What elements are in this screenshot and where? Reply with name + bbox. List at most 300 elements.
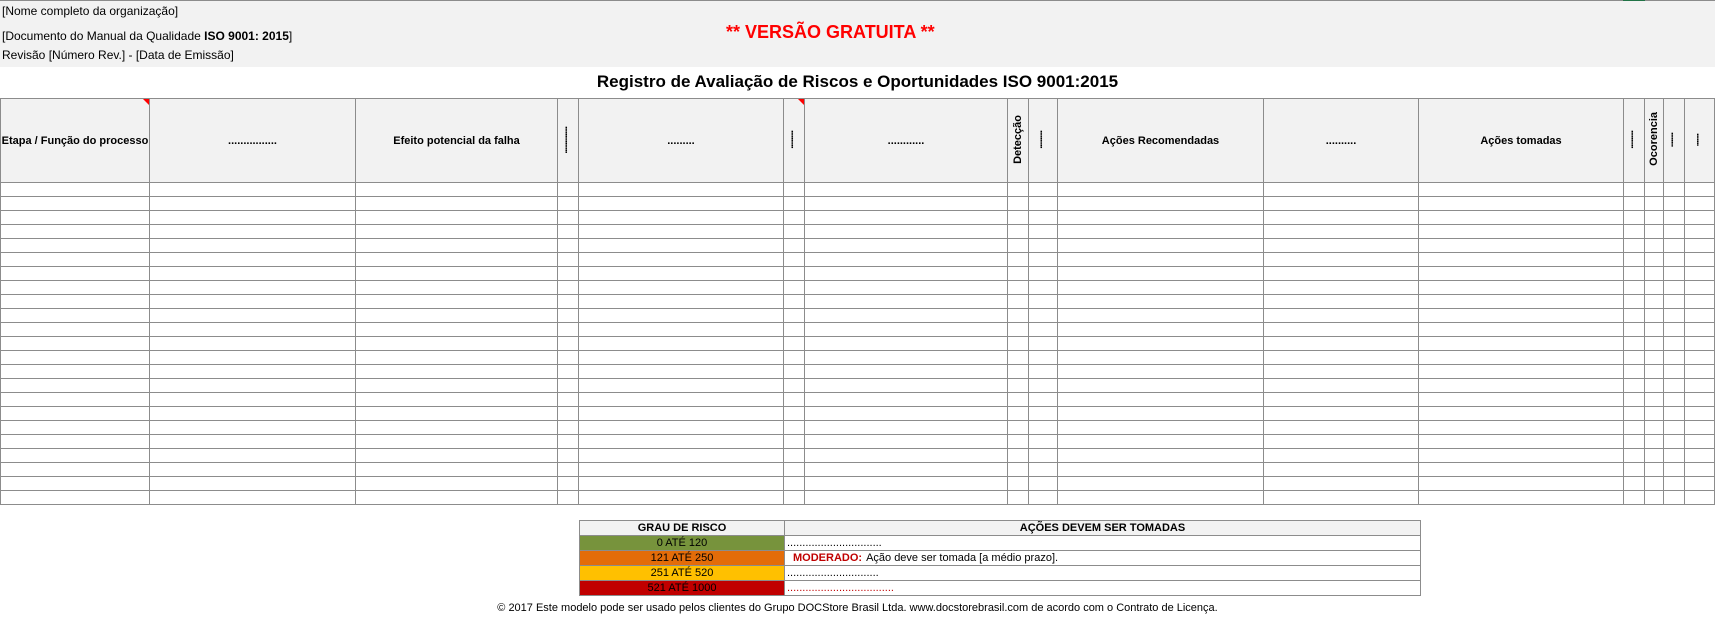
table-cell[interactable] [1008,211,1029,225]
table-cell[interactable] [558,239,579,253]
table-cell[interactable] [1029,449,1058,463]
table-cell[interactable] [1419,267,1624,281]
table-cell[interactable] [1624,337,1645,351]
table-cell[interactable] [150,407,356,421]
table-cell[interactable] [1,379,150,393]
table-cell[interactable] [579,379,784,393]
table-cell[interactable] [1058,197,1264,211]
table-cell[interactable] [1029,239,1058,253]
table-cell[interactable] [356,225,558,239]
table-cell[interactable] [356,211,558,225]
table-cell[interactable] [150,365,356,379]
table-cell[interactable] [1645,309,1664,323]
comment-indicator-icon[interactable] [143,99,149,105]
table-cell[interactable] [784,435,805,449]
table-cell[interactable] [150,197,356,211]
table-cell[interactable] [150,351,356,365]
table-cell[interactable] [1624,407,1645,421]
column-header-9[interactable] [1058,99,1264,183]
table-cell[interactable] [1685,491,1715,505]
table-cell[interactable] [1008,477,1029,491]
table-cell[interactable] [579,239,784,253]
table-cell[interactable] [784,421,805,435]
table-cell[interactable] [150,183,356,197]
table-cell[interactable] [579,491,784,505]
table-cell[interactable] [784,295,805,309]
table-cell[interactable] [1264,449,1419,463]
column-header-6[interactable] [805,99,1008,183]
risk-action-cell[interactable] [785,536,1421,551]
table-cell[interactable] [1029,183,1058,197]
table-cell[interactable] [1419,281,1624,295]
table-cell[interactable] [1008,183,1029,197]
table-cell[interactable] [1664,183,1685,197]
table-cell[interactable] [1008,267,1029,281]
table-cell[interactable] [356,295,558,309]
table-cell[interactable] [1685,295,1715,309]
table-cell[interactable] [1664,435,1685,449]
table-cell[interactable] [805,365,1008,379]
table-cell[interactable] [558,323,579,337]
table-cell[interactable] [558,337,579,351]
table-cell[interactable] [1645,379,1664,393]
table-cell[interactable] [805,309,1008,323]
table-cell[interactable] [558,267,579,281]
table-cell[interactable] [805,295,1008,309]
table-cell[interactable] [558,393,579,407]
table-cell[interactable] [1029,211,1058,225]
table-cell[interactable] [1685,309,1715,323]
table-cell[interactable] [784,379,805,393]
table-cell[interactable] [1645,407,1664,421]
doc-reference[interactable] [2,29,292,43]
table-cell[interactable] [558,365,579,379]
table-cell[interactable] [1685,365,1715,379]
table-cell[interactable] [1624,463,1645,477]
table-cell[interactable] [356,379,558,393]
table-cell[interactable] [1008,239,1029,253]
table-cell[interactable] [1664,211,1685,225]
table-cell[interactable] [1,365,150,379]
table-cell[interactable] [1,393,150,407]
table-cell[interactable] [1685,351,1715,365]
table-cell[interactable] [1008,225,1029,239]
table-cell[interactable] [1029,295,1058,309]
table-cell[interactable] [150,491,356,505]
risk-grade-cell[interactable]: 121 ATÉ 250 [580,551,785,566]
table-cell[interactable] [579,407,784,421]
table-cell[interactable] [558,225,579,239]
table-cell[interactable] [1029,491,1058,505]
table-cell[interactable] [1008,197,1029,211]
risk-action-cell[interactable] [785,581,1421,596]
table-cell[interactable] [356,491,558,505]
table-cell[interactable] [784,365,805,379]
table-cell[interactable] [150,267,356,281]
table-cell[interactable] [579,351,784,365]
table-cell[interactable] [356,435,558,449]
table-cell[interactable] [1664,421,1685,435]
table-cell[interactable] [1264,351,1419,365]
table-cell[interactable] [150,323,356,337]
table-cell[interactable] [356,463,558,477]
table-cell[interactable] [1664,337,1685,351]
table-cell[interactable] [1419,491,1624,505]
table-cell[interactable] [805,183,1008,197]
table-cell[interactable] [784,323,805,337]
table-cell[interactable] [558,351,579,365]
table-cell[interactable] [805,197,1008,211]
table-cell[interactable] [1624,253,1645,267]
table-cell[interactable] [1624,393,1645,407]
table-cell[interactable] [1645,211,1664,225]
table-cell[interactable] [579,393,784,407]
table-cell[interactable] [1008,435,1029,449]
table-cell[interactable] [1664,197,1685,211]
table-cell[interactable] [1664,323,1685,337]
table-cell[interactable] [1264,435,1419,449]
table-cell[interactable] [1264,393,1419,407]
table-cell[interactable] [1664,225,1685,239]
column-header-13[interactable] [1645,99,1664,183]
table-cell[interactable] [1645,239,1664,253]
table-cell[interactable] [1264,295,1419,309]
column-header-10[interactable] [1264,99,1419,183]
table-cell[interactable] [356,351,558,365]
table-cell[interactable] [1264,197,1419,211]
table-cell[interactable] [150,239,356,253]
table-cell[interactable] [150,449,356,463]
table-cell[interactable] [1264,365,1419,379]
table-cell[interactable] [1685,463,1715,477]
table-cell[interactable] [1058,393,1264,407]
table-cell[interactable] [1029,309,1058,323]
table-cell[interactable] [150,225,356,239]
risk-action-cell[interactable] [785,566,1421,581]
table-cell[interactable] [1008,281,1029,295]
table-cell[interactable] [1645,435,1664,449]
table-cell[interactable] [1008,365,1029,379]
table-cell[interactable] [1,491,150,505]
table-cell[interactable] [1008,295,1029,309]
column-header-3[interactable] [558,99,579,183]
table-cell[interactable] [1645,295,1664,309]
table-cell[interactable] [150,253,356,267]
table-cell[interactable] [1419,449,1624,463]
table-cell[interactable] [1645,337,1664,351]
table-cell[interactable] [579,281,784,295]
table-cell[interactable] [356,197,558,211]
table-cell[interactable] [579,211,784,225]
table-cell[interactable] [579,253,784,267]
table-cell[interactable] [579,183,784,197]
table-cell[interactable] [1264,211,1419,225]
table-cell[interactable] [805,449,1008,463]
table-cell[interactable] [1058,183,1264,197]
table-cell[interactable] [558,421,579,435]
table-cell[interactable] [805,225,1008,239]
table-cell[interactable] [784,253,805,267]
table-cell[interactable] [805,477,1008,491]
table-cell[interactable] [1008,379,1029,393]
table-cell[interactable] [150,393,356,407]
table-cell[interactable] [1008,323,1029,337]
table-cell[interactable] [356,449,558,463]
table-cell[interactable] [150,211,356,225]
table-cell[interactable] [1008,253,1029,267]
table-cell[interactable] [1058,491,1264,505]
table-cell[interactable] [579,421,784,435]
table-cell[interactable] [1685,197,1715,211]
table-cell[interactable] [356,365,558,379]
table-cell[interactable] [784,211,805,225]
table-cell[interactable] [1664,407,1685,421]
table-cell[interactable] [1,421,150,435]
table-cell[interactable] [558,295,579,309]
table-cell[interactable] [558,463,579,477]
table-cell[interactable] [1419,477,1624,491]
table-cell[interactable] [784,239,805,253]
table-cell[interactable] [1624,435,1645,449]
table-cell[interactable] [356,477,558,491]
table-cell[interactable] [1029,267,1058,281]
table-cell[interactable] [805,253,1008,267]
table-cell[interactable] [1664,477,1685,491]
table-cell[interactable] [579,477,784,491]
table-cell[interactable] [150,379,356,393]
column-header-4[interactable] [579,99,784,183]
table-cell[interactable] [579,337,784,351]
table-cell[interactable] [1029,197,1058,211]
table-cell[interactable] [1008,351,1029,365]
table-cell[interactable] [1664,491,1685,505]
table-cell[interactable] [1624,421,1645,435]
table-cell[interactable] [1419,351,1624,365]
table-cell[interactable] [1008,463,1029,477]
table-cell[interactable] [1058,239,1264,253]
table-cell[interactable] [1624,351,1645,365]
table-cell[interactable] [1,323,150,337]
table-cell[interactable] [1419,225,1624,239]
table-cell[interactable] [1264,183,1419,197]
table-cell[interactable] [1624,197,1645,211]
table-cell[interactable] [1645,449,1664,463]
table-cell[interactable] [1664,295,1685,309]
table-cell[interactable] [579,197,784,211]
table-cell[interactable] [784,267,805,281]
table-cell[interactable] [1029,281,1058,295]
table-cell[interactable] [1029,253,1058,267]
table-cell[interactable] [1645,351,1664,365]
table-cell[interactable] [579,323,784,337]
table-cell[interactable] [805,491,1008,505]
table-cell[interactable] [150,309,356,323]
table-cell[interactable] [1664,281,1685,295]
table-cell[interactable] [1058,477,1264,491]
table-cell[interactable] [1645,225,1664,239]
table-cell[interactable] [1,225,150,239]
table-cell[interactable] [150,281,356,295]
table-cell[interactable] [1029,351,1058,365]
table-cell[interactable] [579,267,784,281]
table-cell[interactable] [784,463,805,477]
table-cell[interactable] [1624,477,1645,491]
table-cell[interactable] [150,463,356,477]
table-cell[interactable] [784,197,805,211]
table-cell[interactable] [150,337,356,351]
table-cell[interactable] [1058,225,1264,239]
table-cell[interactable] [1645,421,1664,435]
risk-action-cell[interactable] [785,551,1421,566]
table-cell[interactable] [1029,435,1058,449]
table-cell[interactable] [1664,463,1685,477]
table-cell[interactable] [1664,379,1685,393]
table-cell[interactable] [356,323,558,337]
table-cell[interactable] [1624,309,1645,323]
table-cell[interactable] [1419,323,1624,337]
table-cell[interactable] [1008,393,1029,407]
table-cell[interactable] [1664,309,1685,323]
table-cell[interactable] [1058,323,1264,337]
table-cell[interactable] [1624,211,1645,225]
table-cell[interactable] [1685,379,1715,393]
column-header-11[interactable] [1419,99,1624,183]
table-cell[interactable] [1645,267,1664,281]
table-cell[interactable] [1058,463,1264,477]
table-cell[interactable] [356,253,558,267]
table-cell[interactable] [1685,449,1715,463]
table-cell[interactable] [356,337,558,351]
table-cell[interactable] [1624,323,1645,337]
column-header-7[interactable] [1008,99,1029,183]
table-cell[interactable] [1264,309,1419,323]
table-cell[interactable] [1058,309,1264,323]
table-cell[interactable] [1008,491,1029,505]
table-cell[interactable] [1029,323,1058,337]
column-header-5[interactable] [784,99,805,183]
table-cell[interactable] [1645,393,1664,407]
table-cell[interactable] [1685,435,1715,449]
table-cell[interactable] [1264,477,1419,491]
table-cell[interactable] [1664,267,1685,281]
table-cell[interactable] [1624,239,1645,253]
table-cell[interactable] [1419,211,1624,225]
table-cell[interactable] [1264,267,1419,281]
org-name[interactable]: [Nome completo da organização] [2,4,179,18]
table-cell[interactable] [805,421,1008,435]
column-header-14[interactable] [1664,99,1685,183]
table-cell[interactable] [558,435,579,449]
table-cell[interactable] [1264,463,1419,477]
table-cell[interactable] [1029,365,1058,379]
table-cell[interactable] [1058,449,1264,463]
table-cell[interactable] [1058,351,1264,365]
table-cell[interactable] [356,421,558,435]
table-cell[interactable] [558,281,579,295]
table-cell[interactable] [558,309,579,323]
table-cell[interactable] [1,267,150,281]
table-cell[interactable] [805,379,1008,393]
table-cell[interactable] [1685,393,1715,407]
table-cell[interactable] [1645,183,1664,197]
table-cell[interactable] [1664,351,1685,365]
table-cell[interactable] [1264,337,1419,351]
table-cell[interactable] [784,491,805,505]
revision-line[interactable]: Revisão [Número Rev.] - [Data de Emissão] [2,48,234,62]
table-cell[interactable] [579,365,784,379]
risk-grade-cell[interactable]: 521 ATÉ 1000 [580,581,785,596]
table-cell[interactable] [356,183,558,197]
table-cell[interactable] [784,393,805,407]
table-cell[interactable] [579,463,784,477]
table-cell[interactable] [1624,183,1645,197]
table-cell[interactable] [1685,253,1715,267]
table-cell[interactable] [579,309,784,323]
table-cell[interactable] [805,323,1008,337]
table-cell[interactable] [1685,281,1715,295]
table-cell[interactable] [1419,365,1624,379]
table-cell[interactable] [1058,337,1264,351]
table-cell[interactable] [1,295,150,309]
table-cell[interactable] [150,295,356,309]
table-cell[interactable] [1264,323,1419,337]
table-cell[interactable] [1419,421,1624,435]
table-cell[interactable] [1264,421,1419,435]
table-cell[interactable] [1,435,150,449]
table-cell[interactable] [579,225,784,239]
table-cell[interactable] [1419,295,1624,309]
table-cell[interactable] [1624,267,1645,281]
table-cell[interactable] [1685,267,1715,281]
table-cell[interactable] [1029,379,1058,393]
table-cell[interactable] [1264,225,1419,239]
table-cell[interactable] [150,421,356,435]
table-cell[interactable] [1685,323,1715,337]
table-cell[interactable] [1645,463,1664,477]
table-cell[interactable] [1,463,150,477]
table-cell[interactable] [1264,281,1419,295]
table-cell[interactable] [784,351,805,365]
table-cell[interactable] [356,267,558,281]
table-cell[interactable] [1008,337,1029,351]
table-cell[interactable] [805,267,1008,281]
table-cell[interactable] [1264,491,1419,505]
table-cell[interactable] [805,393,1008,407]
table-cell[interactable] [1419,239,1624,253]
table-cell[interactable] [1058,295,1264,309]
table-cell[interactable] [558,449,579,463]
table-cell[interactable] [805,239,1008,253]
table-cell[interactable] [1664,449,1685,463]
column-header-15[interactable] [1685,99,1715,183]
table-cell[interactable] [1264,239,1419,253]
table-cell[interactable] [1,477,150,491]
table-cell[interactable] [579,295,784,309]
table-cell[interactable] [1058,281,1264,295]
table-cell[interactable] [784,449,805,463]
table-cell[interactable] [805,337,1008,351]
table-cell[interactable] [1624,281,1645,295]
table-cell[interactable] [1058,407,1264,421]
table-cell[interactable] [579,435,784,449]
table-cell[interactable] [1685,183,1715,197]
table-cell[interactable] [1058,267,1264,281]
risk-grade-cell[interactable]: 251 ATÉ 520 [580,566,785,581]
table-cell[interactable] [1645,281,1664,295]
table-cell[interactable] [1685,421,1715,435]
table-cell[interactable] [1685,477,1715,491]
table-cell[interactable] [805,351,1008,365]
